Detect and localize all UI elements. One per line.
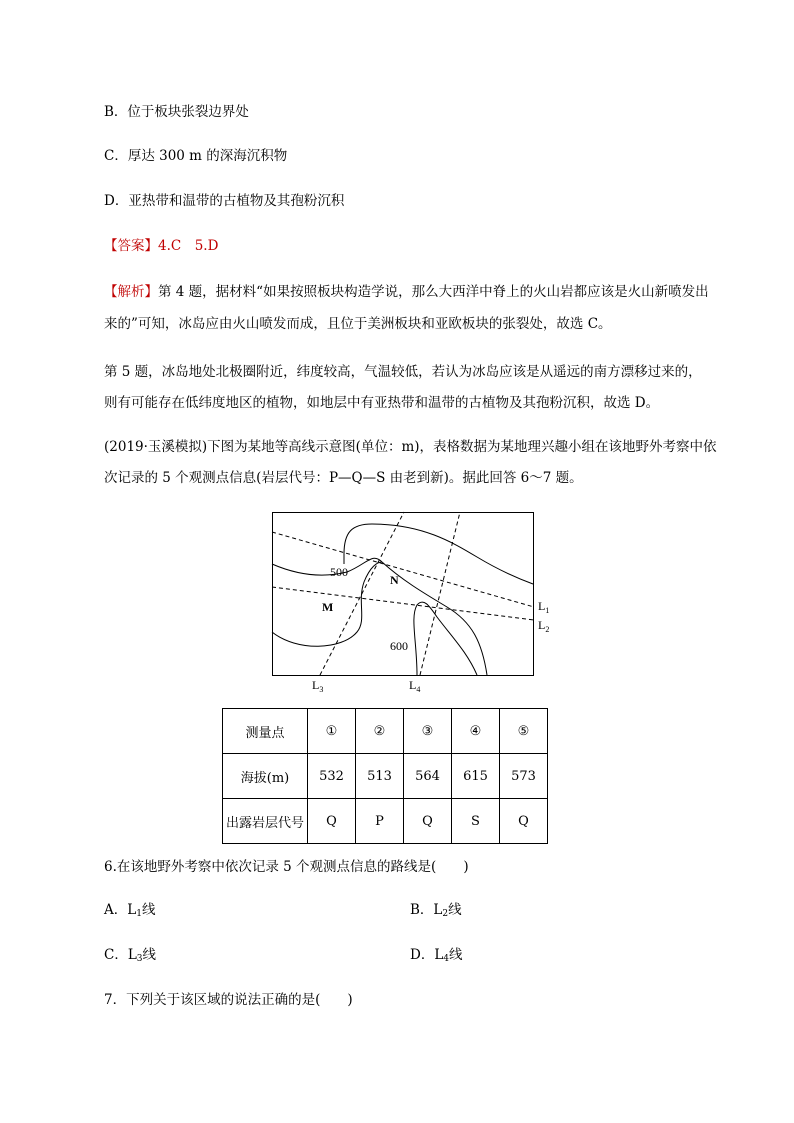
table-cell: S	[452, 799, 500, 844]
line-l4	[420, 512, 460, 675]
answer-line	[104, 236, 218, 256]
table-header-cell: 出露岩层代号	[223, 799, 308, 844]
analysis-line-4: 则有可能存在低纬度地区的植物，如地层中有亚热带和温带的古植物及其孢粉沉积，故选 D。	[104, 395, 660, 411]
table-header-cell: 测量点	[223, 709, 308, 754]
line-l1	[272, 532, 534, 607]
contour-top	[344, 524, 533, 584]
contour-upper	[272, 558, 487, 675]
q6-option-c: C．$L_3$线	[104, 947, 157, 964]
table-row	[223, 754, 548, 799]
table-cell: ①	[308, 709, 356, 754]
table-cell: 615	[452, 754, 500, 799]
option-q5-d: D．亚热带和温带的古植物及其孢粉沉积	[104, 193, 345, 209]
answer-text: 4.C 5.D	[158, 238, 219, 254]
table-cell: ②	[356, 709, 404, 754]
table-header-cell: 海拔(m)	[223, 754, 308, 799]
table-cell: ④	[452, 709, 500, 754]
contour-map	[272, 512, 550, 702]
option-q5-c: C．厚达 300 m 的深海沉积物	[104, 148, 288, 164]
intro-line-2: 次记录的 5 个观测点信息(岩层代号：P—Q—S 由老到新)。据此回答 6～7 题。	[104, 470, 583, 486]
q6-option-d: D．$L_4$线	[410, 947, 463, 964]
analysis-line-2: 来的”可知，冰岛应由火山喷发而成，且位于美洲板块和亚欧板块的张裂处，故选 C。	[104, 316, 612, 332]
table-cell: ⑤	[500, 709, 548, 754]
answer-tag: 【答案】	[104, 238, 158, 254]
q6-option-b: B．$L_2$线	[410, 902, 462, 919]
table-cell: P	[356, 799, 404, 844]
label-m: M	[322, 600, 334, 614]
label-l3: $L_3$	[312, 678, 324, 694]
analysis-tag: 【解析】	[104, 284, 158, 300]
table-row	[223, 709, 548, 754]
table-cell: Q	[404, 799, 452, 844]
label-l2: $L_2$	[538, 618, 550, 634]
table-cell: Q	[308, 799, 356, 844]
analysis-text-1: 第 4 题，据材料“如果按照板块构造学说，那么大西洋中脊上的火山岩都应该是火山新喷发出	[158, 284, 709, 300]
label-600: 600	[390, 639, 408, 653]
table-cell: 564	[404, 754, 452, 799]
table-cell: 532	[308, 754, 356, 799]
table-cell: Q	[500, 799, 548, 844]
option-q5-b: B．位于板块张裂边界处	[104, 104, 249, 120]
analysis-line-1	[104, 282, 709, 302]
label-l4: $L_4$	[409, 678, 421, 694]
observation-table	[222, 708, 548, 844]
q6-option-a: A．$L_1$线	[104, 902, 156, 919]
table-cell: 513	[356, 754, 404, 799]
label-l1: $L_1$	[538, 599, 550, 615]
label-n: N	[390, 573, 399, 587]
q6-stem: 6.在该地野外考察中依次记录 5 个观测点信息的路线是( )	[104, 859, 469, 875]
table-cell: ③	[404, 709, 452, 754]
q7-stem: 7．下列关于该区域的说法正确的是( )	[104, 992, 353, 1008]
contour-600	[414, 602, 477, 675]
table-row	[223, 799, 548, 844]
line-l2	[272, 587, 534, 620]
label-500: 500	[330, 565, 348, 579]
table-cell: 573	[500, 754, 548, 799]
analysis-line-3: 第 5 题，冰岛地处北极圈附近，纬度较高，气温较低，若认为冰岛应该是从遥远的南方漂移过来的，	[104, 364, 702, 380]
intro-line-1: (2019·玉溪模拟)下图为某地等高线示意图(单位：m)，表格数据为某地理兴趣小组在该地野外考察中依	[104, 439, 717, 455]
